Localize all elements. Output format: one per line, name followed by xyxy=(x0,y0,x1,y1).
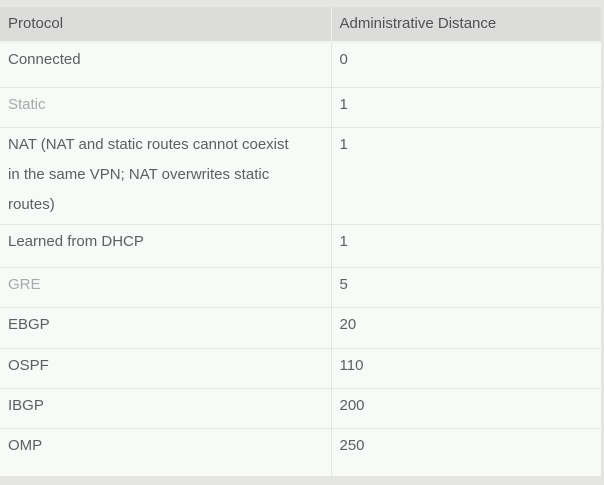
table-row xyxy=(0,307,601,348)
distance-cell: 20 xyxy=(331,307,601,348)
distance-cell: 1 xyxy=(331,127,601,224)
distance-cell: 0 xyxy=(331,42,601,87)
distance-cell: 5 xyxy=(331,267,601,307)
protocol-cell: Static xyxy=(0,87,331,127)
table-row xyxy=(0,388,601,428)
column-header-administrative-distance: Administrative Distance xyxy=(331,7,601,42)
table-row xyxy=(0,224,601,267)
header-row xyxy=(0,7,601,42)
protocol-cell: OMP xyxy=(0,428,331,476)
table-row xyxy=(0,348,601,388)
protocol-cell: Connected xyxy=(0,42,331,87)
distance-cell: 200 xyxy=(331,388,601,428)
distance-cell: 1 xyxy=(331,87,601,127)
distance-cell: 1 xyxy=(331,224,601,267)
protocol-cell: OSPF xyxy=(0,348,331,388)
protocol-cell: NAT (NAT and static routes cannot coexist in the same VPN; NAT overwrites static routes) xyxy=(0,127,331,224)
distance-cell: 250 xyxy=(331,428,601,476)
table-row xyxy=(0,267,601,307)
column-header-protocol: Protocol xyxy=(0,7,331,42)
table-row xyxy=(0,87,601,127)
protocol-cell: EBGP xyxy=(0,307,331,348)
admin-distance-table xyxy=(0,7,601,477)
table-row xyxy=(0,42,601,87)
distance-cell: 110 xyxy=(331,348,601,388)
table-row xyxy=(0,428,601,476)
protocol-cell: Learned from DHCP xyxy=(0,224,331,267)
table-row xyxy=(0,127,601,224)
protocol-cell: IBGP xyxy=(0,388,331,428)
protocol-cell: GRE xyxy=(0,267,331,307)
